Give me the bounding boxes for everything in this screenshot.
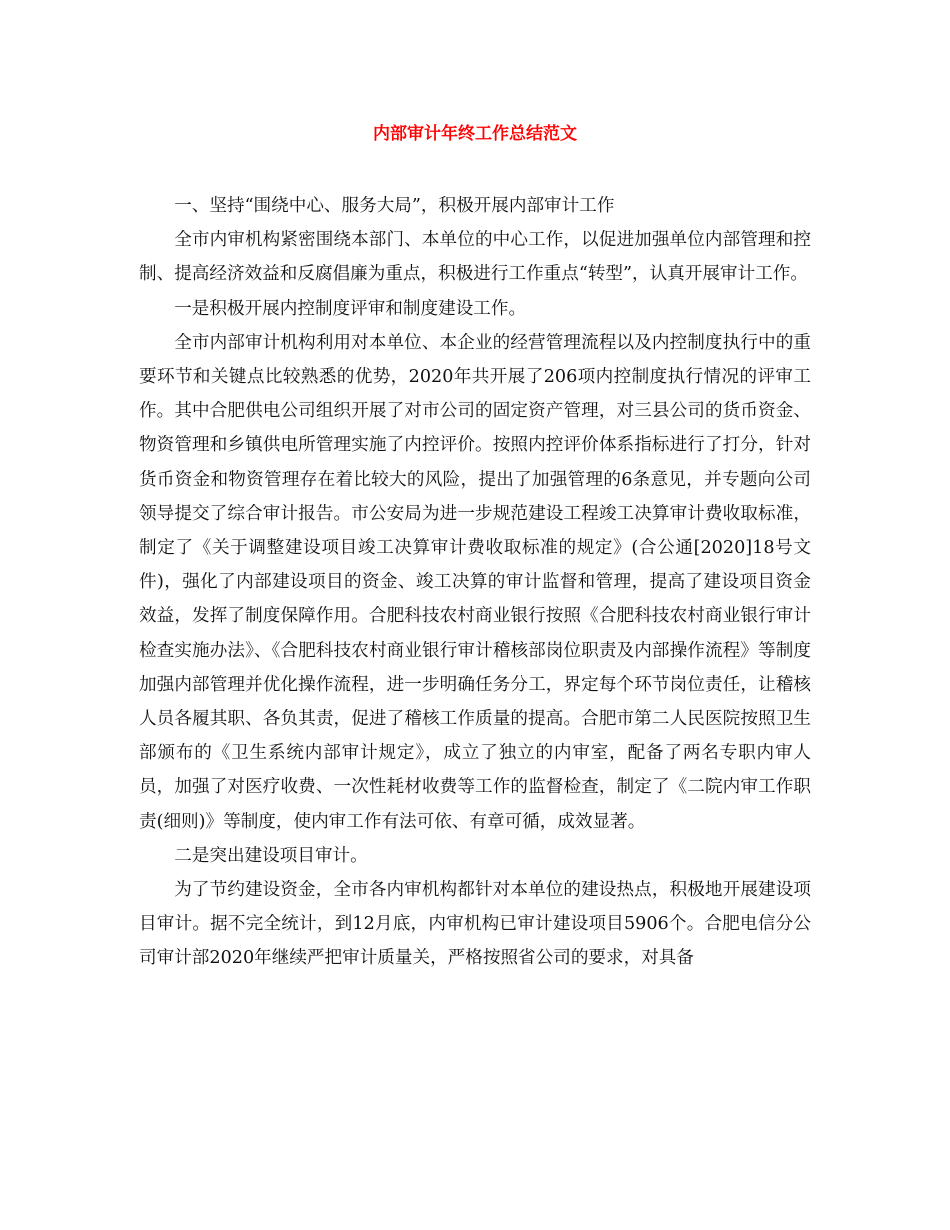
paragraph: 为了节约建设资金，全市各内审机构都针对本单位的建设热点，积极地开展建设项目审计。据不完全统计，到12月底，内审机构已审计建设项目5906个。合肥电信分公司审计部2020年继续严把审计质量关，严格按照省公司的要求，对具备: [139, 880, 811, 969]
paragraph: 全市内部审计机构利用对本单位、本企业的经营管理流程以及内控制度执行中的重要环节和关键点比较熟悉的优势，2020年共开展了206项内控制度执行情况的评审工作。其中合肥供电公司组织开展了对市公司的固定资产管理，对三县公司的货币资金、物资管理和乡镇供电所管理实施了内控评价。按照内控评价体系指标进行了打分，针对货币资金和物资管理存在着比较大的风险，提出了加强管理的6条意见，并专题向公司领导提交了综合审计报告。市公安局为进一步规范建设工程竣工决算审计费收取标准，制定了《关于调整建设项目竣工决算审计费收取标准的规定》(合公通[2020]18号文件)，强化了内部建设项目的资金、竣工决算的审计监督和管理，提高了建设项目资金效益，发挥了制度保障作用。合肥科技农村商业银行按照《合肥科技农村商业银行审计检查实施办法》、《合肥科技农村商业银行审计稽核部岗位职责及内部操作流程》等制度加强内部管理并优化操作流程，进一步明确任务分工，界定每个环节岗位责任，让稽核人员各履其职、各负其责，促进了稽核工作质量的提高。合肥市第二人民医院按照卫生部颁布的《卫生系统内部审计规定》，成立了独立的内审室，配备了两名专职内审人员，加强了对医疗收费、一次性耗材收费等工作的监督检查，制定了《二院内审工作职责(细则)》等制度，使内审工作有法可依、有章可循，成效显著。: [139, 332, 811, 832]
section-heading-1: 一、坚持“围绕中心、服务大局”，积极开展内部审计工作: [174, 196, 615, 216]
document-body: [139, 189, 811, 976]
sub-heading-2: 二是突出建设项目审计。: [174, 845, 368, 866]
sub-heading-1: 一是积极开展内控制度评审和制度建设工作。: [174, 298, 527, 319]
paragraph: 全市内审机构紧密围绕本部门、本单位的中心工作，以促进加强单位内部管理和控制、提高经济效益和反腐倡廉为重点，积极进行工作重点“转型”，认真开展审计工作。: [139, 230, 811, 285]
document-title: 内部审计年终工作总结范文: [373, 124, 577, 144]
